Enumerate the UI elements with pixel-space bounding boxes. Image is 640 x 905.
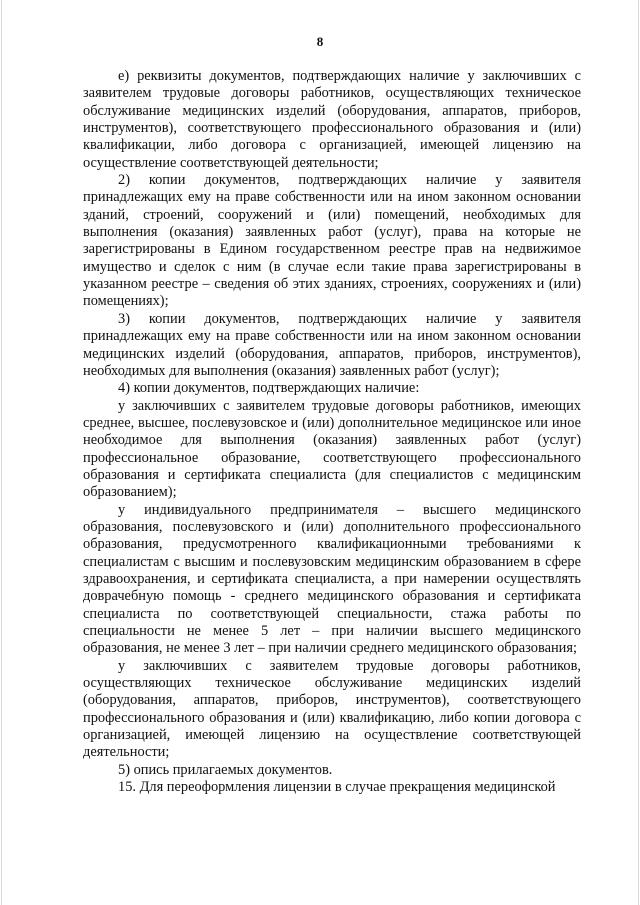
paragraph-item-2: 2) копии документов, подтверждающих наличие у заявителя принадлежащих ему на праве собственности или на ином законном основании зданий, строений, сооружений и (или) помещений, необходимых для выполнения (оказания) заявленных работ (услуг), права на которые не зарегистрированы в Едином государственном реестре прав на недвижимое имущество и сделок с ним (в случае если такие права зарегистрированы в указанном реестре – сведения об этих зданиях, строениях, сооружениях и (или) помещениях); xyxy=(83,172,581,310)
paragraph-item-5: 5) опись прилагаемых документов. xyxy=(118,761,333,778)
paragraph-item-4-employees: у заключивших с заявителем трудовые договоры работников, имеющих среднее, высшее, послевузовское и (или) дополнительное медицинское или иное необходимое для выполнения (оказания) заявленных работ (услуг) профессиональное образование, соответствующего профессионального образования и сертификата специалиста (для специалистов с медицинским образованием); xyxy=(83,397,581,501)
paragraph-item-15: 15. Для переоформления лицензии в случае прекращения медицинской xyxy=(118,779,556,796)
paragraph-item-4: 4) копии документов, подтверждающих наличие: xyxy=(118,380,420,397)
paragraph-item-3: 3) копии документов, подтверждающих наличие у заявителя принадлежащих ему на праве собственности или на ином законном основании медицинских изделий (оборудования, аппаратов, приборов, инструментов), необходимых для выполнения (оказания) заявленных работ (услуг); xyxy=(83,310,581,379)
document-body xyxy=(83,68,581,796)
paragraph-item-4-technical-staff: у заключивших с заявителем трудовые договоры работников, осуществляющих техническое обслуживание медицинских изделий (оборудования, аппаратов, приборов, инструментов), соответствующего профессионального образования и (или) квалификацию, либо копии договора с организацией, имеющей лицензию на осуществление соответствующей деятельности; xyxy=(83,657,581,761)
scan-edge-left xyxy=(1,0,2,905)
page-number: 8 xyxy=(316,34,324,49)
paragraph-item-e: е) реквизиты документов, подтверждающих наличие у заключивших с заявителем трудовые договоры работников, осуществляющих техническое обслуживание медицинских изделий (оборудования, аппаратов, приборов, инструментов), соответствующего профессионального образования и (или) квалификации, либо договора с организацией, имеющей лицензию на осуществление соответствующей деятельности; xyxy=(83,68,581,171)
scan-edge-right xyxy=(638,0,639,905)
paragraph-item-4-entrepreneur: у индивидуального предпринимателя – высшего медицинского образования, послевузовского и (или) дополнительного профессионального образования, предусмотренного квалификационными требованиями к специалистам с высшим и послевузовским медицинским образованием в сфере здравоохранения, и сертификата специалиста, а при намерении осуществлять доврачебную помощь - среднего медицинского образования и сертификата специалиста по соответствующей специальности, стажа работы по специальности не менее 5 лет – при наличии высшего медицинского образования, не менее 3 лет – при наличии среднего медицинского образования; xyxy=(83,501,581,657)
